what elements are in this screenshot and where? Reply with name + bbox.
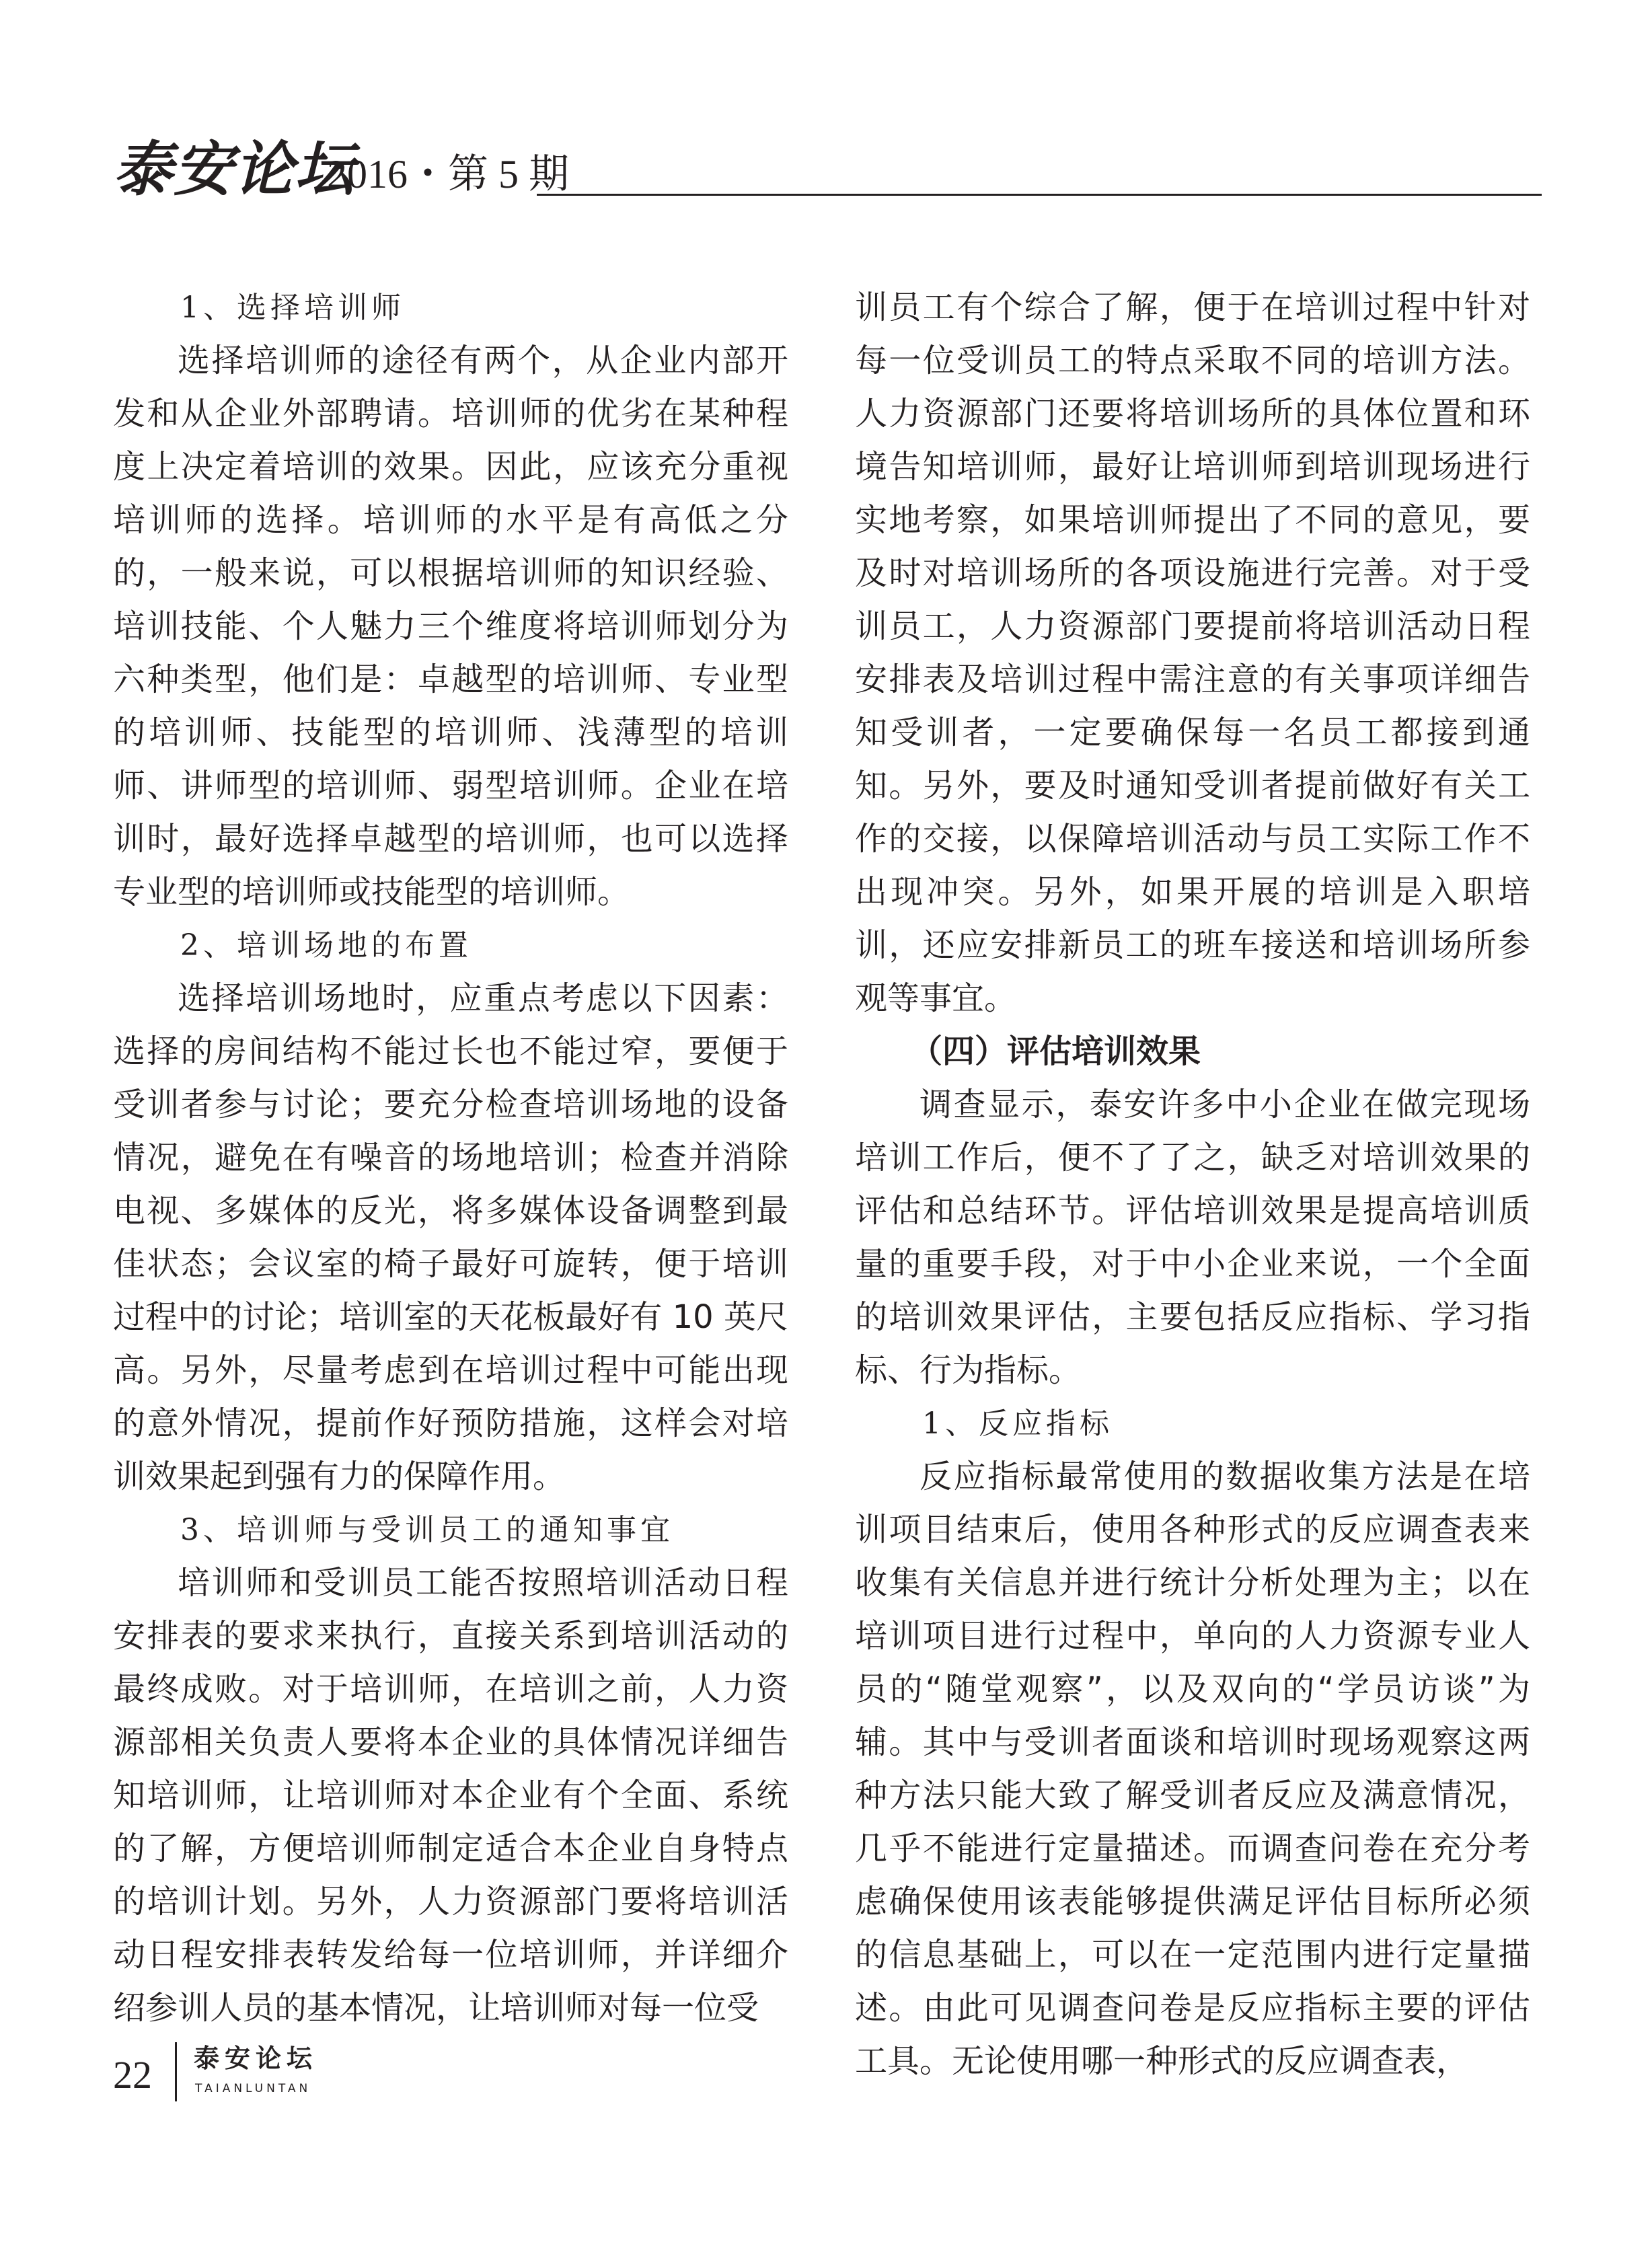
- page-footer: [113, 2038, 517, 2112]
- right-column: [855, 281, 1530, 2088]
- paragraph-notification: 培训师和受训员工能否按照培训活动日程安排表的要求来执行，直接关系到培训活动的最终成败。对于培训师，在培训之前，人力资源部相关负责人要将本企业的具体情况详细告知培训师，让培训师对本企业有个全面、系统的了解，方便培训师制定适合本企业自身特点的培训计划。另外，人力资源部门要将培训活动日程安排表转发给每一位培训师，并详细介绍参训人员的基本情况，让培训师对每一位受: [113, 1564, 788, 2027]
- paragraph-select-trainer: 选择培训师的途径有两个，从企业内部开发和从企业外部聘请。培训师的优劣在某种程度上决定着培训的效果。因此，应该充分重视培训师的选择。培训师的水平是有高低之分的，一般来说，可以根据培训师的知识经验、培训技能、个人魅力三个维度将培训师划分为六种类型，他们是：卓越型的培训师、专业型的培训师、技能型的培训师、浅薄型的培训师、讲师型的培训师、弱型培训师。企业在培训时，最好选择卓越型的培训师，也可以选择专业型的培训师或技能型的培训师。: [113, 342, 788, 911]
- journal-logo: 泰安论坛: [113, 134, 356, 204]
- page-number: 22: [113, 2053, 152, 2097]
- left-column: [113, 281, 788, 2035]
- paragraph-venue-layout: 选择培训场地时，应重点考虑以下因素：选择的房间结构不能过长也不能过窄，要便于受训者参与讨论；要充分检查培训场地的设备情况，避免在有噪音的场地培训；检查并消除电视、多媒体的反光，将多媒体设备调整到最佳状态；会议室的椅子最好可旋转，便于培训过程中的讨论；培训室的天花板最好有 10 英尺高。另外，尽量考虑到在培训过程中可能出现的意外情况，提前作好预防措施，这样会对培训效果起到强有力的保障作用。: [113, 979, 788, 1495]
- subheading-notification: 3、培训师与受训员工的通知事宜: [180, 1513, 674, 1547]
- header-rule: [537, 194, 1542, 196]
- subheading-reaction-indicator: 1、反应指标: [922, 1407, 1113, 1441]
- footer-journal-pinyin: TAIANLUNTAN: [195, 2082, 311, 2095]
- footer-divider: [175, 2042, 177, 2101]
- paragraph-notification-continued: 训员工有个综合了解，便于在培训过程中针对每一位受训员工的特点采取不同的培训方法。人力资源部门还要将培训场所的具体位置和环境告知培训师，最好让培训师到培训现场进行实地考察，如果培训师提出了不同的意见，要及时对培训场所的各项设施进行完善。对于受训员工，人力资源部门要提前将培训活动日程安排表及培训过程中需注意的有关事项详细告知受训者，一定要确保每一名员工都接到通知。另外，要及时通知受训者提前做好有关工作的交接，以保障培训活动与员工实际工作不出现冲突。另外，如果开展的培训是入职培训，还应安排新员工的班车接送和培训场所参观等事宜。: [855, 289, 1530, 1017]
- paragraph-reaction-indicator: 反应指标最常使用的数据收集方法是在培训项目结束后，使用各种形式的反应调查表来收集有关信息并进行统计分析处理为主；以在培训项目进行过程中，单向的人力资源专业人员的“随堂观察”，以及双向的“学员访谈”为辅。其中与受训者面谈和培训时现场观察这两种方法只能大致了解受训者反应及满意情况，几乎不能进行定量描述。而调查问卷在充分考虑确保使用该表能够提供满足评估目标所必须的信息基础上，可以在一定范围内进行定量描述。由此可见调查问卷是反应指标主要的评估工具。无论使用哪一种形式的反应调查表，: [855, 1458, 1530, 2080]
- subheading-select-trainer: 1、选择培训师: [180, 291, 405, 325]
- footer-journal-title: 泰安论坛: [194, 2044, 318, 2073]
- section-heading-evaluate: （四）评估培训效果: [910, 1033, 1201, 1070]
- paragraph-evaluate: 调查显示，泰安许多中小企业在做完现场培训工作后，便不了了之，缺乏对培训效果的评估和总结环节。评估培训效果是提高培训质量的重要手段，对于中小企业来说，一个全面的培训效果评估，主要包括反应指标、学习指标、行为指标。: [855, 1086, 1530, 1389]
- subheading-venue-layout: 2、培训场地的布置: [180, 928, 472, 963]
- issue-label: 2016・第 5 期: [327, 152, 569, 196]
- running-header: [113, 132, 1542, 206]
